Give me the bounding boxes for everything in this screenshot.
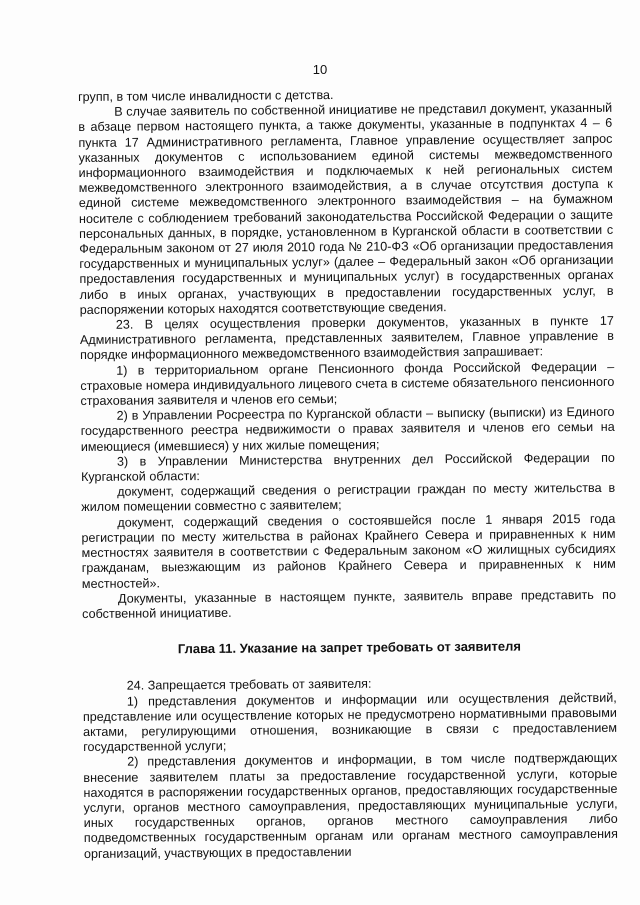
paragraph: 1) представления документов и информации или осуществления действий, представление или осуществление которых не предусмотрено нормативными правовыми актами, регулирующими отношения, возникающие в связи с предоставлением государственной услуги; bbox=[82, 690, 618, 755]
chapter-heading: Глава 11. Указание на запрет требовать от заявителя bbox=[177, 638, 521, 657]
paragraph: Документы, указанные в настоящем пункте, заявитель вправе представить по собственной инициативе. bbox=[82, 587, 617, 621]
paragraph: документ, содержащий сведения о состоявшейся после 1 января 2015 года регистрации по месту жительства в районах Крайнего Севера и приравненных к ним местностях заявителя в соответствии с Федеральным законом «О жилищных субсидиях гражданам, выезжающим из районов Крайнего Севера и приравненных к ним местностей». bbox=[81, 511, 616, 591]
paragraph: 23. В целях осуществления проверки документов, указанных в пункте 17 Административного регламента, представленных заявителем, Главное управление в порядке информационного межведомственного взаимодействия запрашивает: bbox=[79, 313, 615, 363]
paragraph: 2) в Управлении Росреестра по Курганской области – выписку (выписки) из Единого государственного реестра недвижимости о правах заявителя и членов его семьи на имеющиеся (имевшиеся) у них жилые помещения; bbox=[80, 405, 615, 454]
paragraph: В случае заявитель по собственной инициативе не представил документ, указанный в абзаце первом настоящего пункта, а также документы, указанные в подпунктах 4 – 6 пункта 17 Административного регламента, Главное управление осуществляет запрос указанных документов с использованием единой системы межведомственного информационного взаимодействия и подключаемых к ней региональных систем межведомственного электронного взаимодействия, а в случае отсутствия доступа к единой системе межведомственного электронного взаимодействия – на бумажном носителе с соблюдением требований законодательства Российской Федерации о защите персональных данных, в порядке, установленном в Курганской области в соответствии с Федеральным законом от 27 июля 2010 года № 210-ФЗ «Об организации предоставления государственных и муниципальных услуг» (далее – Федеральный закон «Об организации предоставления государственных и муниципальных услуг) в государственных органах либо в иных органах, участвующих в предоставлении государственных услуг, в распоряжении которых находятся соответствующие сведения. bbox=[78, 101, 614, 317]
paragraph: документ, содержащий сведения о регистрации граждан по месту жительства в жилом помещении совместно с заявителем; bbox=[81, 481, 616, 515]
section-before bbox=[78, 86, 616, 622]
paragraph: 24. Запрещается требовать от заявителя: bbox=[126, 677, 372, 693]
section-after bbox=[83, 675, 618, 862]
paragraph: 1) в территориальном органе Пенсионного фонда Российской Федерации – страховые номера индивидуального лицевого счета в системе обязательного пенсионного страхования заявителя и членов его семьи; bbox=[80, 359, 615, 409]
page-number: 10 bbox=[312, 62, 328, 77]
paragraph: 3) в Управлении Министерства внутренних дел Российской Федерации по Курганской области: bbox=[80, 450, 615, 485]
paragraph: 2) представления документов и информации, в том числе подтверждающих внесение заявителем платы за предоставление государственной услуги, которые находятся в распоряжении государственных органов, предоставляющих государственные услуги, органов местного самоуправления, предоставляющих муниципальные услуги, иных государственных органов, органов местного самоуправления либо подведомственных государственным органам или органам местного самоуправления организаций, участвующих в предоставлении bbox=[83, 751, 618, 861]
document-body bbox=[78, 86, 618, 862]
paragraph: групп, в том числе инвалидности с детства. bbox=[78, 87, 334, 104]
